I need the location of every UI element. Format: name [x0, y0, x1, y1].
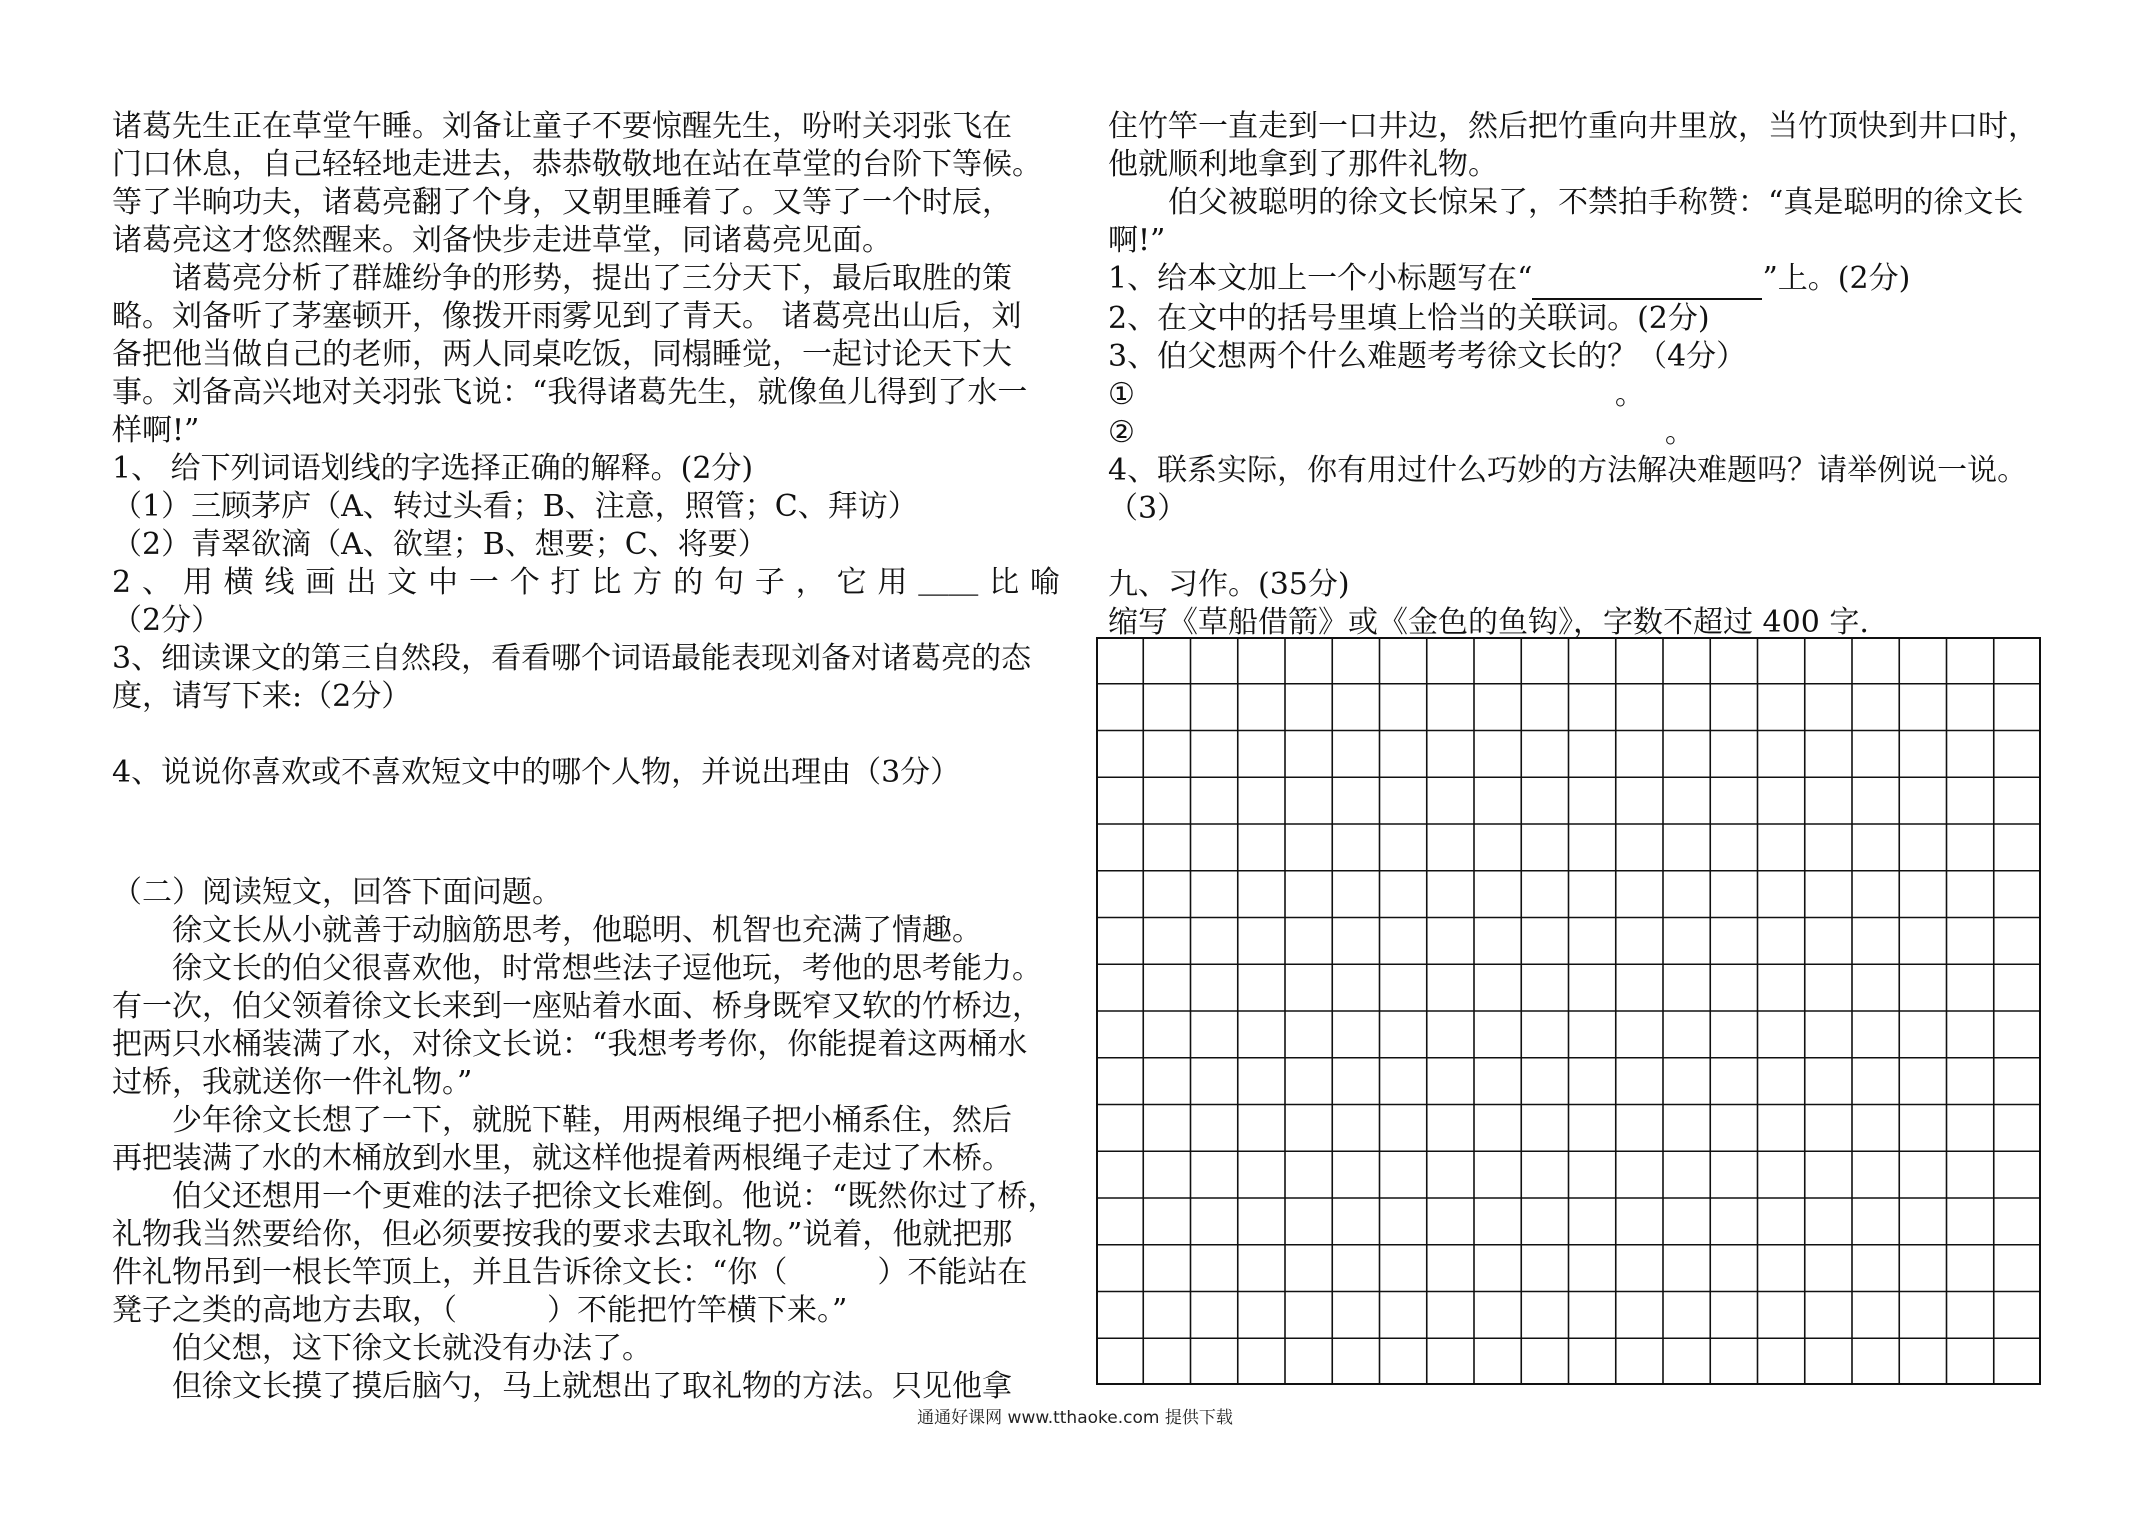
composition-grid[interactable]: [1096, 637, 2041, 1385]
question-2-char: 横: [223, 565, 254, 600]
question-2-char: 用: [182, 565, 213, 600]
question-2-char: 子: [754, 565, 785, 600]
answer-a-end: 。: [1614, 377, 1645, 412]
story-line: 伯父想，这下徐文长就没有办法了。: [172, 1331, 652, 1366]
passage-two-line: 事。刘备高兴地对关羽张飞说：“我得诸葛先生，就像鱼儿得到了水一: [112, 375, 1028, 410]
passage-two-line: 略。刘备听了茅塞顿开，像拨开雨雾见到了青天。 诸葛亮出山后，刘: [112, 299, 1022, 334]
story-line: 再把装满了水的木桶放到水里，就这样他提着两根绳子走过了木桥。: [112, 1141, 1012, 1176]
question-2-char: 用: [877, 565, 908, 600]
right-question-1: [1108, 260, 2058, 300]
passage-one: [112, 108, 1060, 260]
passage-one-line: 等了半晌功夫，诸葛亮翻了个身，又朝里睡着了。又等了一个时辰，: [112, 185, 1012, 220]
right-question-4-line-2: （3）: [1108, 491, 1188, 526]
story-line: 伯父被聪明的徐文长惊呆了，不禁拍手称赞：“真是聪明的徐文长: [1168, 185, 2024, 220]
question-1-item-2: （2）青翠欲滴（A、欲望；B、想要；C、将要）: [112, 527, 768, 562]
footer-credit: 通通好课网 www.tthaoke.com 提供下载: [917, 1408, 1233, 1428]
passage-two-line: 诸葛亮分析了群雄纷争的形势，提出了三分天下，最后取胜的策: [172, 261, 1012, 296]
answer-a-mark: ①: [1108, 377, 1135, 412]
question-2-char: 打: [550, 565, 581, 600]
story-line: 伯父还想用一个更难的法子把徐文长难倒。他说：“既然你过了桥，: [172, 1179, 1058, 1214]
question-2-char: 比: [989, 565, 1020, 600]
passage-two: [112, 260, 1060, 450]
question-2-char: 线: [264, 565, 295, 600]
story-line: 少年徐文长想了一下，就脱下鞋，用两根绳子把小桶系住，然后: [172, 1103, 1012, 1138]
story-line: 啊!”: [1108, 223, 1166, 258]
question-2-char: 文: [387, 565, 418, 600]
story-passage: [112, 912, 1060, 1406]
passage-one-line: 门口休息，自己轻轻地走进去，恭恭敬敬地在站在草堂的台阶下等候。: [112, 147, 1042, 182]
story-line: 徐文长从小就善于动脑筋思考，他聪明、机智也充满了情趣。: [172, 913, 982, 948]
right-column: [1108, 108, 2058, 642]
story-line: 住竹竿一直走到一口井边，然后把竹重向井里放，当竹顶快到井口时，: [1108, 109, 2038, 144]
story-line: 徐文长的伯父很喜欢他，时常想些法子逗他玩，考他的思考能力。: [172, 951, 1042, 986]
right-question-1-suffix: ”上。(2分): [1762, 261, 1911, 296]
question-2-points: （2分）: [112, 603, 222, 638]
question-2-char: 、: [141, 565, 172, 600]
answer-line-b: [1108, 414, 2058, 452]
question-2-char: 一: [468, 565, 499, 600]
section-2-title: （二）阅读短文，回答下面问题。: [112, 875, 562, 910]
left-column: [112, 108, 1060, 1406]
question-2-char: ＿＿: [918, 565, 979, 600]
question-2-char: 画: [305, 565, 336, 600]
section-9-title: 九、习作。(35分): [1108, 567, 1350, 602]
question-2-char: 出: [346, 565, 377, 600]
question-2-char: ，: [795, 565, 826, 600]
question-2-char: 2: [112, 565, 132, 600]
grid-lines: [1096, 637, 2041, 1385]
story-line: 凳子之类的高地方去取，（ ）不能把竹竿横下来。”: [112, 1293, 848, 1328]
answer-line-a: [1108, 376, 2058, 414]
story-line: 过桥，我就送你一件礼物。”: [112, 1065, 473, 1100]
story-continuation: [1108, 108, 2058, 260]
question-2-char: 中: [427, 565, 458, 600]
question-3-line-2: 度，请写下来:（2分）: [112, 679, 412, 714]
question-2-char: 喻: [1030, 565, 1060, 600]
answer-b-end: 。: [1664, 415, 1695, 450]
right-question-3: 3、伯父想两个什么难题考考徐文长的？（4分）: [1108, 339, 1747, 374]
story-line: 但徐文长摸了摸后脑勺，马上就想出了取礼物的方法。只见他拿: [172, 1369, 1012, 1404]
story-line: 礼物我当然要给你，但必须要按我的要求去取礼物。”说着，他就把那: [112, 1217, 1013, 1252]
passage-two-line: 样啊!”: [112, 413, 200, 448]
question-2-char: 比: [591, 565, 622, 600]
question-2-char: 句: [713, 565, 744, 600]
question-2-char: 个: [509, 565, 540, 600]
title-blank: [1532, 260, 1762, 300]
right-question-1-prefix: 1、给本文加上一个小标题写在“: [1108, 261, 1533, 296]
right-question-2: 2、在文中的括号里填上恰当的关联词。(2分): [1108, 301, 1710, 336]
story-line: 件礼物吊到一根长竿顶上，并且告诉徐文长：“你（ ）不能站在: [112, 1255, 1028, 1290]
answer-b-mark: ②: [1108, 415, 1135, 450]
question-1-item-1: [112, 488, 1060, 526]
passage-one-line: 诸葛先生正在草堂午睡。刘备让童子不要惊醒先生，吩咐关羽张飞在: [112, 109, 1012, 144]
question-2: [112, 564, 1060, 602]
story-line: 有一次，伯父领着徐文长来到一座贴着水面、桥身既窄又软的竹桥边，: [112, 989, 1042, 1024]
question-2-char: 它: [836, 565, 867, 600]
essay-prompt: 缩写《草船借箭》或《金色的鱼钩》，字数不超过 400 字.: [1108, 605, 1869, 640]
question-1-item-1-text: （1）三顾茅庐（A、转过头看；B、注意，照管；C、拜访）: [112, 489, 918, 524]
passage-two-line: 备把他当做自己的老师，两人同桌吃饭，同榻睡觉，一起讨论天下大: [112, 337, 1012, 372]
question-2-char: 方: [632, 565, 663, 600]
story-line: 他就顺利地拿到了那件礼物。: [1108, 147, 1498, 182]
story-line: 把两只水桶装满了水，对徐文长说：“我想考考你，你能提着这两桶水: [112, 1027, 1028, 1062]
question-2-char: 的: [673, 565, 704, 600]
question-1: 1、 给下列词语划线的字选择正确的解释。(2分): [112, 451, 754, 486]
passage-one-line: 诸葛亮这才悠然醒来。刘备快步走进草堂，同诸葛亮见面。: [112, 223, 892, 258]
right-question-4-line-1: 4、联系实际，你有用过什么巧妙的方法解决难题吗？请举例说一说。: [1108, 453, 2028, 488]
question-3-line-1: 3、细读课文的第三自然段，看看哪个词语最能表现刘备对诸葛亮的态: [112, 641, 1032, 676]
question-4: 4、说说你喜欢或不喜欢短文中的哪个人物，并说出理由（3分）: [112, 755, 961, 790]
